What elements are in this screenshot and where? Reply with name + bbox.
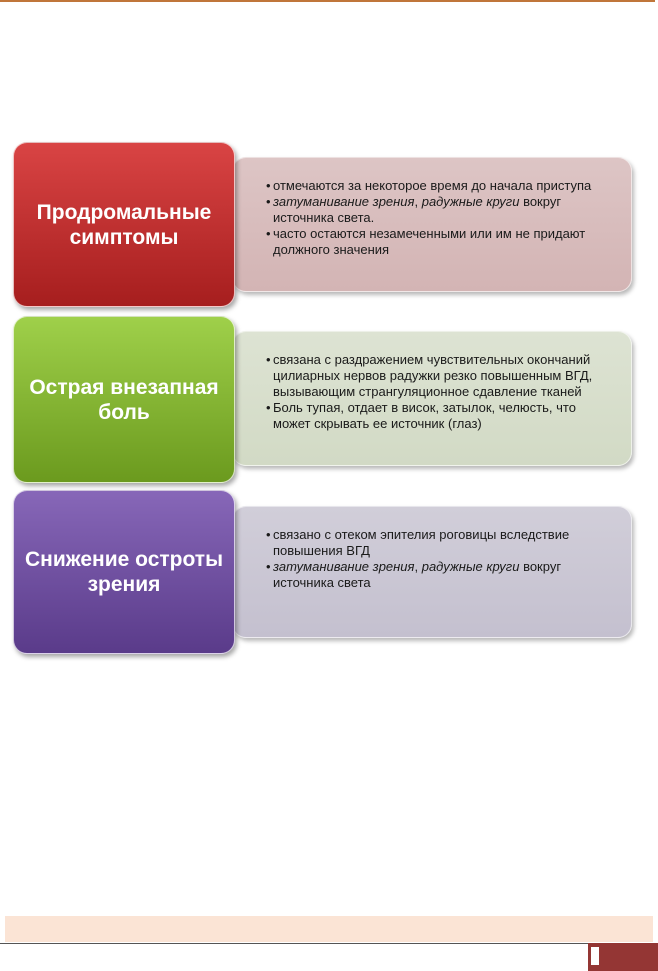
section-1-details [232, 157, 632, 292]
bullet-marker: • [266, 352, 271, 367]
bullet-item [266, 194, 613, 226]
page-number-tab [588, 943, 658, 971]
header-rule [0, 0, 655, 2]
bullet-text-italic: радужные круги [421, 559, 520, 574]
bullet-text-italic: затуманивание зрения [273, 559, 415, 574]
bullet-marker: • [266, 527, 271, 542]
section-2-details [232, 331, 632, 466]
bullet-marker: • [266, 194, 271, 209]
section-3-details [232, 506, 632, 638]
bullet-item [266, 400, 613, 432]
section-3-title-box [13, 490, 235, 654]
footer-band [5, 916, 653, 942]
section-2-title-box [13, 316, 235, 483]
bullet-marker: • [266, 559, 271, 574]
section-3-bullets [266, 527, 613, 591]
bullet-text: , [414, 194, 422, 209]
bullet-text: связана с раздражением чувствительных окончаний цилиарных нервов радужки резко повышенным ВГД, вызывающим странгуляционное сдавление тканей [273, 352, 593, 399]
bullet-marker: • [266, 400, 271, 415]
footer-rule [0, 943, 593, 944]
bullet-item [266, 178, 613, 194]
bullet-marker: • [266, 226, 271, 241]
section-1-title-box [13, 142, 235, 307]
bullet-item [266, 559, 613, 591]
section-1-title: Продромальные симптомы [36, 200, 212, 249]
bullet-text-italic: радужные круги [421, 194, 520, 209]
bullet-item [266, 527, 613, 559]
section-1-bullets [266, 178, 613, 258]
bullet-text: вокруг источника света [273, 559, 562, 590]
section-2-bullets [266, 352, 613, 432]
section-3-title: Снижение остроты зрения [24, 548, 224, 596]
bullet-text: часто остаются незамеченными или им не придают должного значения [273, 226, 586, 257]
bullet-text-italic: затуманивание зрения [273, 194, 415, 209]
bullet-item [266, 352, 613, 400]
bullet-item [266, 226, 613, 258]
section-2-title: Острая внезапная боль [29, 375, 219, 424]
bullet-text: отмечаются за некоторое время до начала приступа [273, 178, 592, 193]
bullet-marker: • [266, 178, 271, 193]
bullet-text: вокруг источника света. [273, 194, 562, 225]
page-tab-notch [591, 947, 599, 965]
bullet-text: , [414, 559, 422, 574]
bullet-text: Боль тупая, отдает в висок, затылок, челюсть, что может скрывать ее источник (глаз) [273, 400, 576, 431]
bullet-text: связано с отеком эпителия роговицы вследствие повышения ВГД [273, 527, 570, 558]
